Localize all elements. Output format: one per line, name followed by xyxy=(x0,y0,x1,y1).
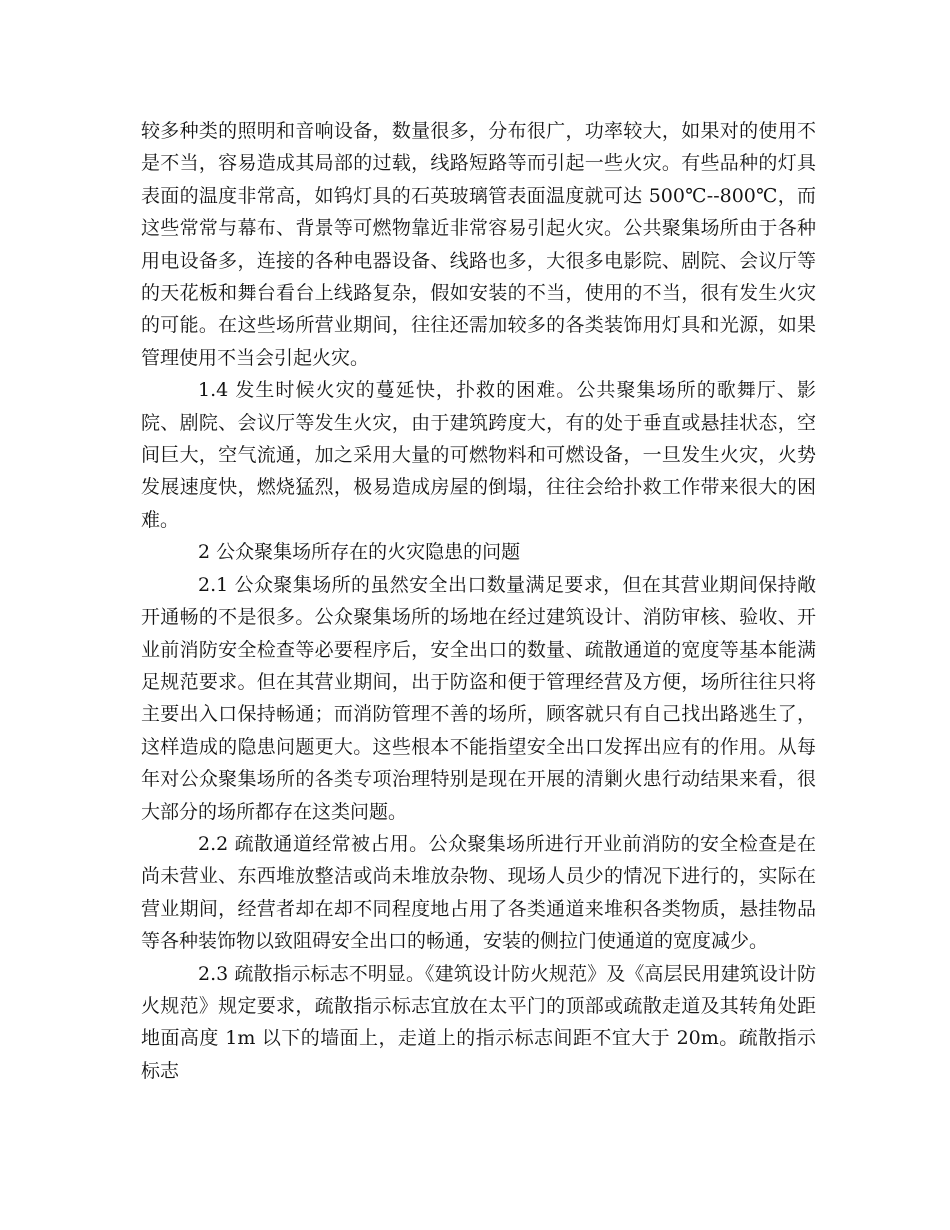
paragraph-section-1-4: 1.4 发生时候火灾的蔓延快，扑救的困难。公共聚集场所的歌舞厅、影院、剧院、会议厅等发生火灾，由于建筑跨度大，有的处于垂直或悬挂状态，空间巨大，空气流通，加之采用大量的可燃物料和可燃设备，一旦发生火灾，火势发展速度快，燃烧猛烈，极易造成房屋的倒塌，往往会给扑救工作带来很大的困难。 xyxy=(141,379,816,531)
document-body xyxy=(141,115,816,1087)
paragraph-1: 较多种类的照明和音响设备，数量很多，分布很广，功率较大，如果对的使用不是不当，容易造成其局部的过载，线路短路等而引起一些火灾。有些品种的灯具表面的温度非常高，如钨灯具的石英玻璃管表面温度就可达 500℃--800℃，而这些常常与幕布、背景等可燃物靠近非常容易引起火灾。公共聚集场所由于各种用电设备多，连接的各种电器设备、线路也多，大很多电影院、剧院、会议厅等的天花板和舞台看台上线路复杂，假如安装的不当，使用的不当，很有发生火灾的可能。在这些场所营业期间，往往还需加较多的各类装饰用灯具和光源，如果管理使用不当会引起火灾。 xyxy=(141,120,816,369)
paragraph-section-2-2: 2.2 疏散通道经常被占用。公众聚集场所进行开业前消防的安全检查是在尚未营业、东西堆放整洁或尚未堆放杂物、现场人员少的情况下进行的，实际在营业期间，经营者却在却不同程度地占用了各类通道来堆积各类物质，悬挂物品等各种装饰物以致阻碍安全出口的畅通，安装的侧拉门使通道的宽度减少。 xyxy=(141,832,816,953)
paragraph-section-2-3: 2.3 疏散指示标志不明显。《建筑设计防火规范》及《高层民用建筑设计防火规范》规定要求，疏散指示标志宜放在太平门的顶部或疏散走道及其转角处距地面高度 1m 以下的墙面上，走道上的指示标志间距不宜大于 20m。疏散指示标志 xyxy=(141,962,816,1082)
paragraph-section-2-1: 2.1 公众聚集场所的虽然安全出口数量满足要求，但在其营业期间保持敞开通畅的不是很多。公众聚集场所的场地在经过建筑设计、消防审核、验收、开业前消防安全检查等必要程序后，安全出口的数量、疏散通道的宽度等基本能满足规范要求。但在其营业期间，出于防盗和便于管理经营及方便，场所往往只将主要出入口保持畅通；而消防管理不善的场所，顾客就只有自己找出路逃生了，这样造成的隐患问题更大。这些根本不能指望安全出口发挥出应有的作用。从每年对公众聚集场所的各类专项治理特别是现在开展的清剿火患行动结果来看，很大部分的场所都存在这类问题。 xyxy=(141,573,816,823)
section-heading-2: 2 公众聚集场所存在的火灾隐患的问题 xyxy=(198,541,521,564)
